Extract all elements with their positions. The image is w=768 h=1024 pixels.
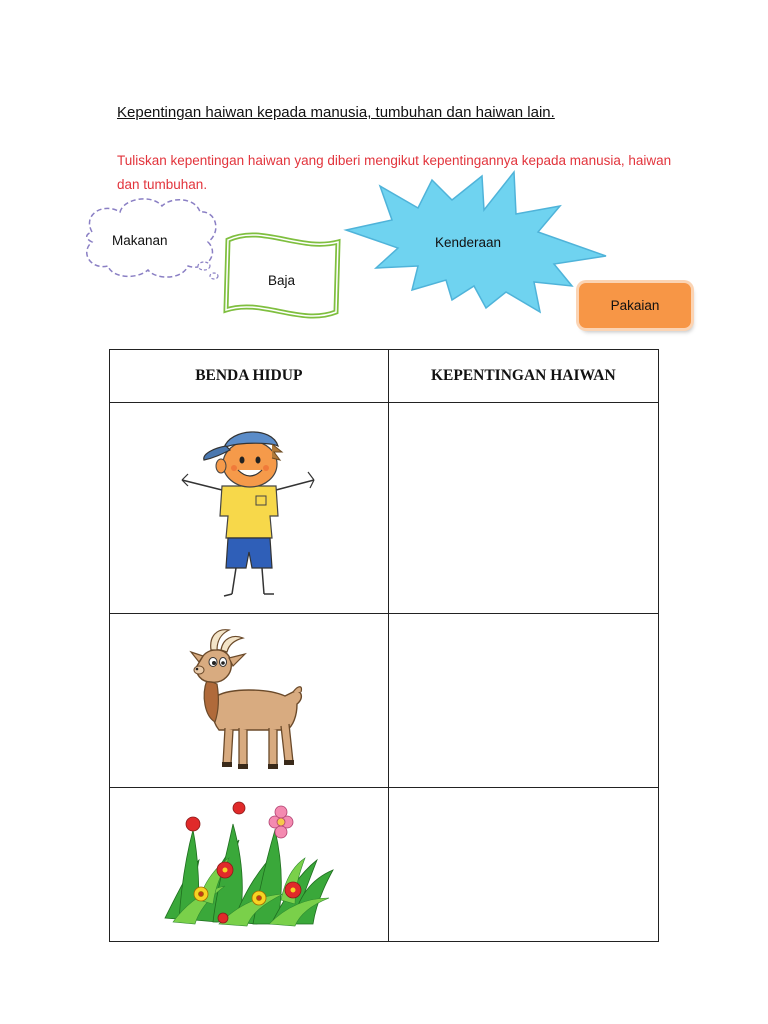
table-row bbox=[110, 403, 659, 614]
table-row bbox=[110, 614, 659, 788]
option-kenderaan: Kenderaan bbox=[435, 235, 502, 250]
option-makanan: Makanan bbox=[112, 233, 168, 248]
boy-icon bbox=[174, 418, 324, 598]
header-kepentingan-haiwan: KEPENTINGAN HAIWAN bbox=[388, 350, 658, 403]
table-header-row bbox=[110, 350, 659, 403]
picture-cell bbox=[110, 403, 389, 614]
answer-cell[interactable] bbox=[388, 614, 658, 788]
option-pakaian-box bbox=[579, 283, 691, 328]
option-pakaian: Pakaian bbox=[610, 298, 660, 313]
table-row bbox=[110, 788, 659, 942]
picture-cell bbox=[110, 614, 389, 788]
picture-cell bbox=[110, 788, 389, 942]
worksheet-table bbox=[109, 349, 659, 942]
answer-cell[interactable] bbox=[388, 403, 658, 614]
instruction-text: Tuliskan kepentingan haiwan yang diberi mengikut kepentingannya kepada manusia, haiwan dan tumbuhan. bbox=[117, 153, 672, 192]
option-baja: Baja bbox=[268, 273, 296, 288]
flowers-icon bbox=[159, 800, 339, 930]
goat-icon bbox=[189, 626, 309, 776]
header-benda-hidup: BENDA HIDUP bbox=[110, 350, 389, 403]
worksheet-title: Kepentingan haiwan kepada manusia, tumbuhan dan haiwan lain. bbox=[117, 104, 555, 121]
answer-cell[interactable] bbox=[388, 788, 658, 942]
